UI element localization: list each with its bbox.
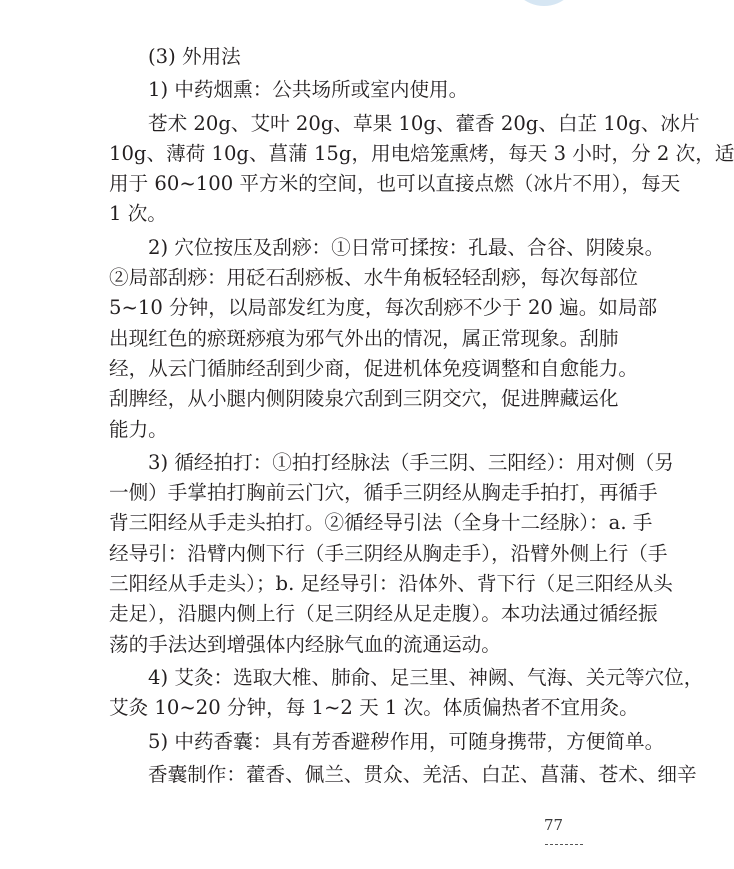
text-line: 出现红色的瘀斑痧痕为邪气外出的情况，属正常现象。刮肺 (109, 326, 619, 350)
page-number-rule (545, 844, 583, 845)
text-line: 香囊制作：藿香、佩兰、贯众、羌活、白芷、菖蒲、苍术、细辛 (148, 762, 697, 786)
page-number: 77 (544, 816, 564, 834)
text-line: 1 次。 (109, 202, 167, 226)
text-line: 走足），沿腿内侧上行（足三阴经从足走腹）。本功法通过循经振 (109, 602, 658, 626)
text-line: 经，从云门循肺经刮到少商，促进机体免疫调整和自愈能力。 (109, 356, 639, 380)
text-line: 4) 艾灸：选取大椎、肺俞、足三里、神阙、气海、关元等穴位， (148, 665, 704, 689)
text-line: 3) 循经拍打：①拍打经脉法（手三阴、三阳经）：用对侧（另 (148, 450, 674, 474)
paragraph-moxibustion (109, 663, 704, 724)
paragraph-acupressure-scraping (109, 233, 665, 445)
text-line: 三阳经从手走头）；b. 足经导引：沿体外、背下行（足三阳经从头 (109, 572, 673, 596)
paragraph-sachet-making (109, 760, 697, 790)
text-line: 2) 穴位按压及刮痧：①日常可揉按：孔最、合谷、阴陵泉。 (148, 235, 665, 259)
text-line: 艾灸 10~20 分钟，每 1~2 天 1 次。体质偏热者不宜用灸。 (109, 696, 639, 720)
text-line: 5~10 分钟，以局部发红为度，每次刮痧不少于 20 遍。如局部 (109, 296, 658, 320)
text-line: ②局部刮痧：用砭石刮痧板、水牛角板轻轻刮痧，每次每部位 (109, 266, 639, 290)
text-line: 刮脾经，从小腿内侧阴陵泉穴刮到三阴交穴，促进脾藏运化 (109, 387, 619, 411)
text-line: 10g、薄荷 10g、菖蒲 15g，用电焙笼熏烤，每天 3 小时，分 2 次，适 (109, 141, 734, 165)
paragraph-herbal-sachet (109, 727, 665, 757)
corner-decoration (509, 0, 579, 6)
heading-external-methods (109, 42, 585, 72)
text-line: 背三阳经从手走头拍打。②循经导引法（全身十二经脉）：a. 手 (109, 511, 653, 535)
text-line: 一侧）手掌拍打胸前云门穴，循手三阴经从胸走手拍打，再循手 (109, 481, 658, 505)
paragraph-fumigation-recipe (109, 109, 734, 230)
text-line: 经导引：沿臂内侧下行（手三阴经从胸走手），沿臂外侧上行（手 (109, 541, 668, 565)
text-line: (3) 外用法 (148, 45, 241, 68)
text-line: 用于 60~100 平方米的空间，也可以直接点燃（冰片不用），每天 (109, 172, 681, 196)
text-line: 荡的手法达到增强体内经脉气血的流通运动。 (109, 632, 501, 656)
text-line: 苍术 20g、艾叶 20g、草果 10g、藿香 20g、白芷 10g、冰片 (148, 111, 700, 135)
paragraph-meridian-tapping (109, 448, 674, 660)
text-line: 5) 中药香囊：具有芳香避秽作用，可随身携带，方便简单。 (148, 729, 665, 753)
text-line: 能力。 (109, 417, 168, 441)
text-line: 1) 中药烟熏：公共场所或室内使用。 (148, 78, 469, 102)
paragraph-fumigation-title (109, 75, 585, 105)
body-text (109, 42, 734, 790)
